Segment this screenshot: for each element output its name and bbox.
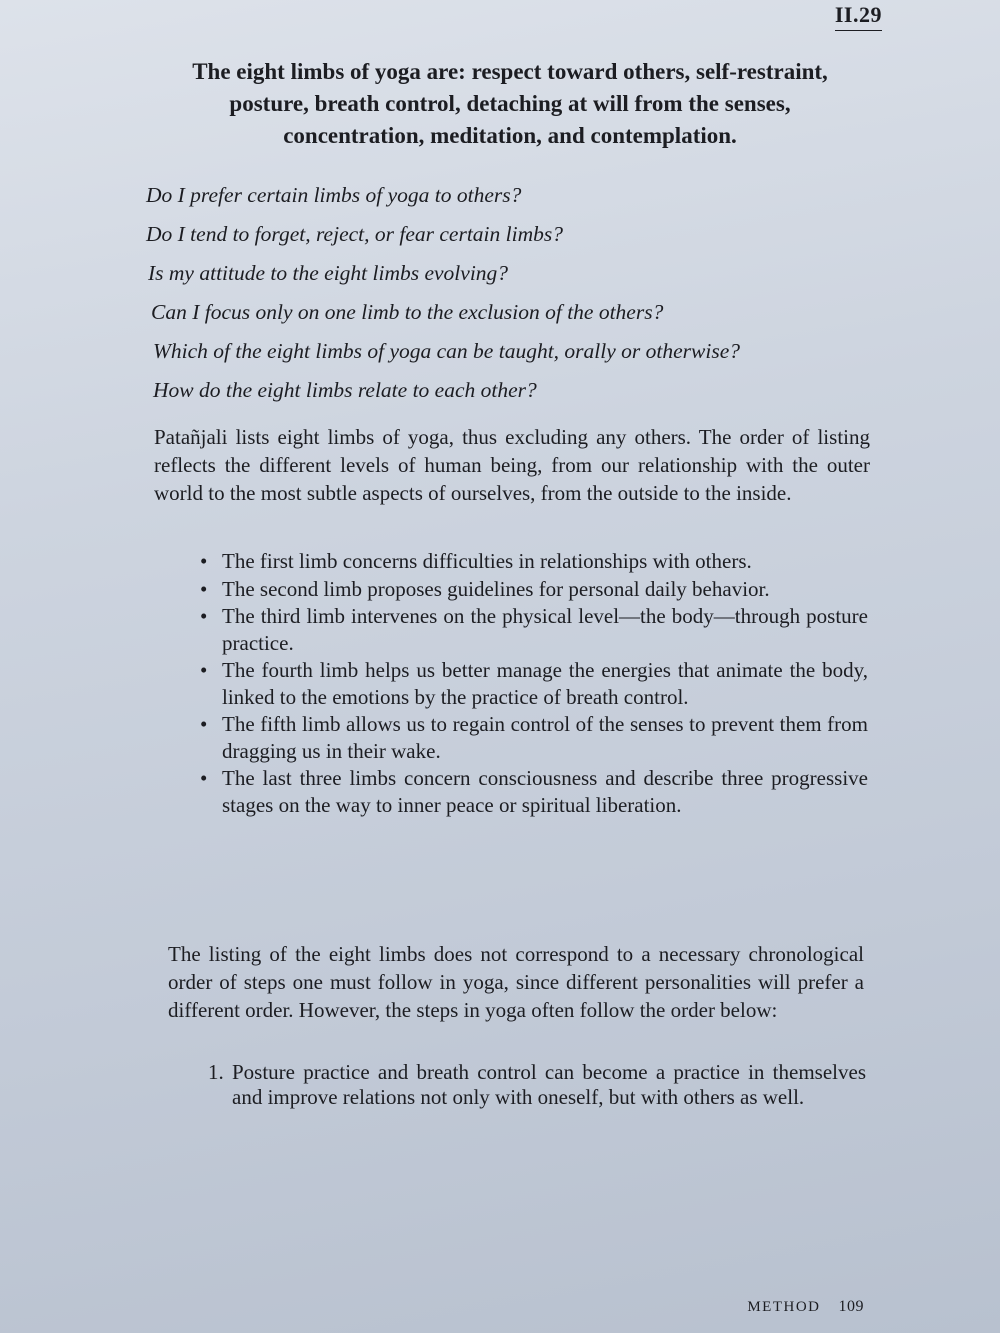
list-item-text: The fourth limb helps us better manage the energies that animate the body, linked to the emotions by the practice of breath control. <box>222 658 868 709</box>
bullet-icon: • <box>200 549 208 573</box>
list-item-text: The last three limbs concern consciousness and describe three progressive stages on the way to inner peace or spiritual liberation. <box>222 766 868 817</box>
list-item <box>200 657 868 710</box>
list-item <box>200 576 868 603</box>
list-item-text: The first limb concerns difficulties in relationships with others. <box>222 549 752 573</box>
order-paragraph: The listing of the eight limbs does not correspond to a necessary chronological order of steps one must follow in yoga, since different personalities will prefer a different order. However, the steps in yoga often follow the order below: <box>168 942 864 1022</box>
step-text: Posture practice and breath control can become a practice in themselves and improve relations not only with oneself, but with others as well. <box>232 1060 866 1109</box>
question: Which of the eight limbs of yoga can be taught, orally or otherwise? <box>153 339 740 363</box>
sutra-line: The eight limbs of yoga are: respect toward others, self-restraint, <box>192 59 828 84</box>
step-item <box>208 1060 866 1110</box>
limbs-list <box>200 548 868 819</box>
sutra-line: concentration, meditation, and contemplation. <box>283 123 737 148</box>
step-number: 1. <box>208 1060 224 1084</box>
bullet-icon: • <box>200 712 208 736</box>
bullet-icon: • <box>200 658 208 682</box>
section-number: II.29 <box>835 2 882 31</box>
list-item-text: The second limb proposes guidelines for personal daily behavior. <box>222 576 770 601</box>
question: Can I focus only on one limb to the exclusion of the others? <box>151 300 664 324</box>
bullet-icon: • <box>200 576 208 601</box>
sutra-line: posture, breath control, detaching at will from the senses, <box>229 91 791 116</box>
list-item <box>200 711 868 764</box>
running-footer-label: METHOD <box>747 1299 821 1315</box>
intro-paragraph: Patañjali lists eight limbs of yoga, thus excluding any others. The order of listing reflects the different levels of human being, from our relationship with the outer world to the most subtle aspects of ourselves, from the outside to the inside. <box>154 425 870 505</box>
list-item-text: The third limb intervenes on the physical level—the body—through posture practice. <box>222 604 868 655</box>
page-footer <box>747 1298 864 1316</box>
question: Do I tend to forget, reject, or fear certain limbs? <box>146 222 563 246</box>
list-item-text: The fifth limb allows us to regain control of the senses to prevent them from dragging us in their wake. <box>222 712 868 763</box>
list-item <box>200 548 868 575</box>
question: Is my attitude to the eight limbs evolving? <box>148 261 509 285</box>
question: How do the eight limbs relate to each other? <box>153 378 537 402</box>
list-item <box>200 603 868 656</box>
bullet-icon: • <box>200 604 208 628</box>
sutra-text <box>120 56 900 152</box>
list-item <box>200 765 868 818</box>
page-number: 109 <box>838 1298 864 1315</box>
question: Do I prefer certain limbs of yoga to others? <box>146 183 522 207</box>
bullet-icon: • <box>200 766 208 790</box>
reflection-questions <box>146 176 886 410</box>
steps-list <box>208 1060 866 1110</box>
